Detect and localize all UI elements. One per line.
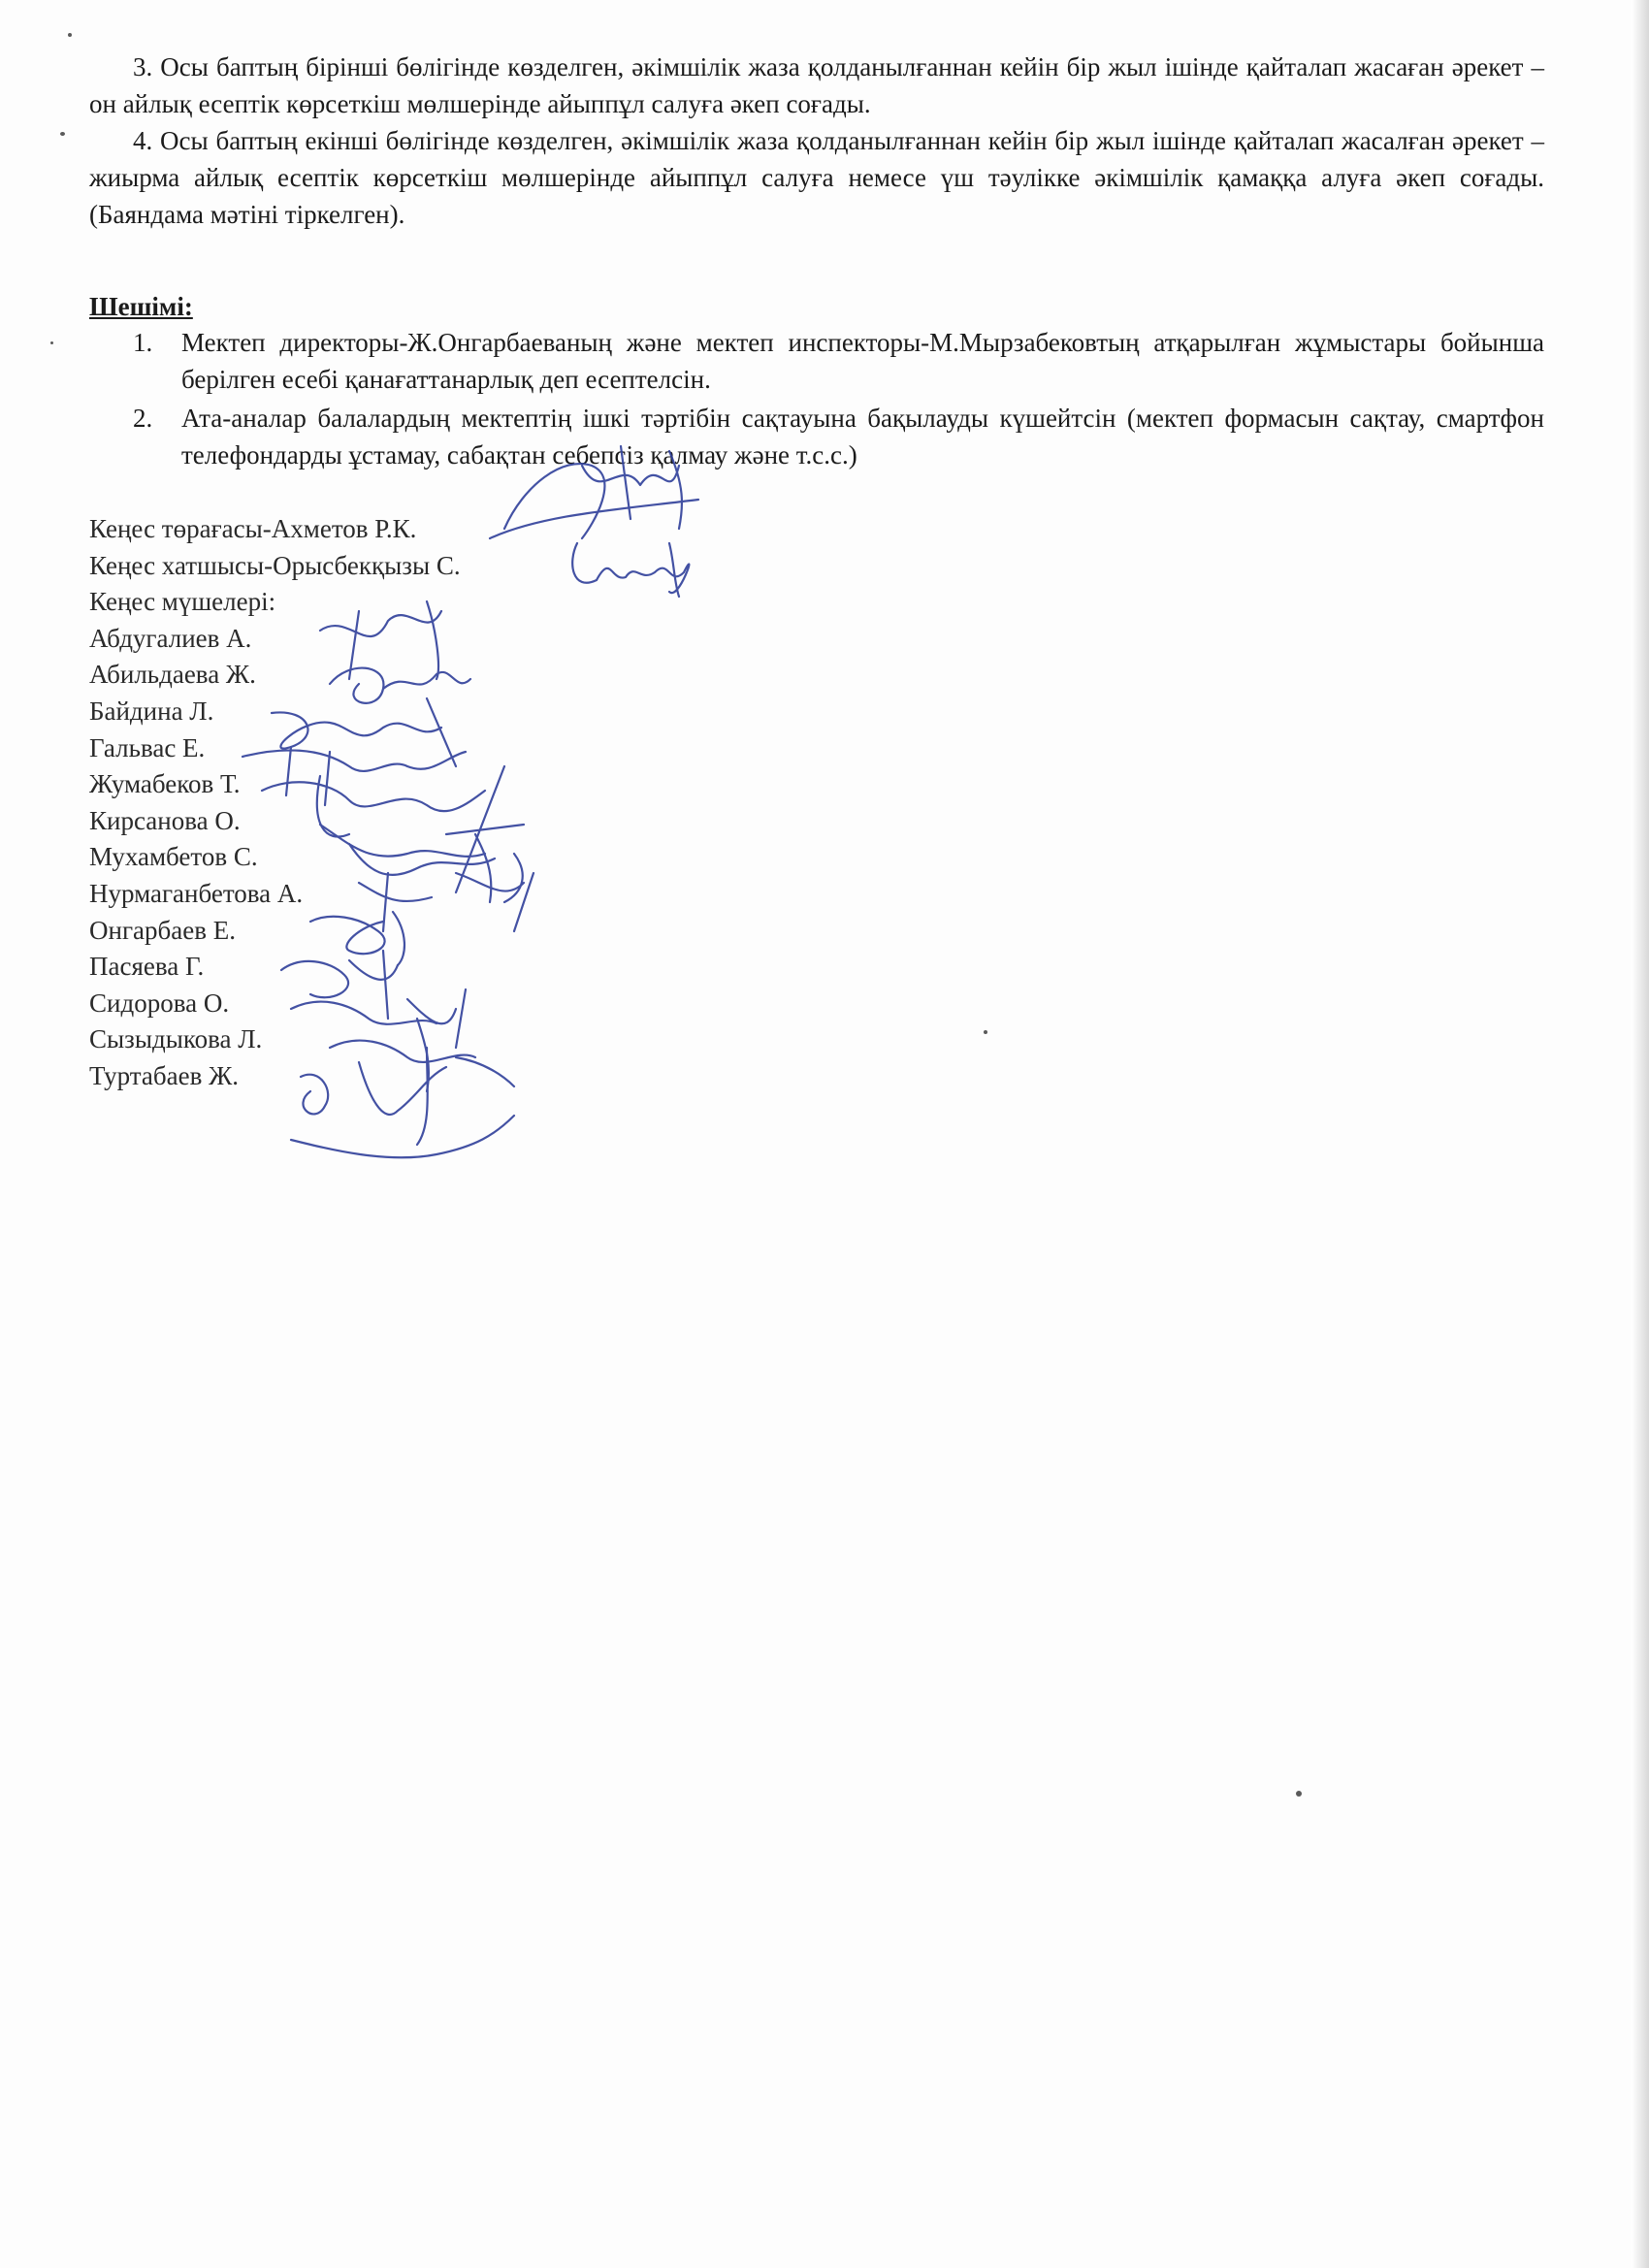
council-member: Абильдаева Ж.: [89, 660, 256, 690]
paragraph: 3. Осы баптың бірінші бөлігінде көзделген, әкімшілік жаза қолданылғаннан кейін бір жыл ішінде қайталап жасаған әрекет – он айлық есептік көрсеткіш мөлшерінде айыппұл салуға әкеп соғады.: [89, 52, 1544, 118]
paragraph: 4. Осы баптың екінші бөлігінде көзделген, әкімшілік жаза қолданылғаннан кейін бір жыл ішінде қайталап жасалған әрекет – жиырма айлық есептік көрсеткіш мөлшерінде айыппұл салуға немесе үш тәулікке әкімшілік қамаққа алуға әкеп соғады. (Баяндама мәтіні тіркелген).: [89, 126, 1544, 229]
law-excerpt: [89, 49, 1544, 233]
member-signature: [291, 1116, 514, 1157]
scan-edge-shadow: [1632, 0, 1649, 2268]
council-member: Сидорова О.: [89, 988, 230, 1018]
council-member: Туртабаев Ж.: [89, 1060, 240, 1090]
decision-list: [89, 324, 1544, 475]
decision-heading: Шешімі:: [89, 292, 193, 321]
council-member: Абдугалиев А.: [89, 623, 252, 653]
council-member: Мухамбетов С.: [89, 842, 258, 872]
scan-speck: [68, 33, 72, 37]
decision-number: 2.: [133, 404, 153, 433]
council-member: Пасяева Г.: [89, 952, 205, 982]
council-member: Кирсанова О.: [89, 805, 241, 835]
decision-item: [89, 400, 1544, 473]
council-secretary: Кеңес хатшысы-Орысбекқызы С.: [89, 550, 461, 580]
council-member: Онгарбаев Е.: [89, 915, 236, 945]
scan-speck: [60, 132, 65, 136]
scan-speck: [1296, 1791, 1302, 1797]
council-list: [89, 511, 461, 1095]
council-member: Сызыдыкова Л.: [89, 1024, 263, 1054]
decision-text: Мектеп директоры-Ж.Онгарбаеваның және мектеп инспекторы-М.Мырзабековтың атқарылған жұмыстары бойынша берілген есебі қанағаттанарлық деп есептелсін.: [181, 328, 1544, 394]
council-member: Нурмаганбетова А.: [89, 878, 304, 908]
secretary-signature: [572, 543, 689, 597]
council-member: Байдина Л.: [89, 696, 214, 726]
council-member: Жумабеков Т.: [89, 769, 241, 799]
decision-number: 1.: [133, 328, 153, 357]
council-member: Гальвас Е.: [89, 732, 206, 762]
decision-text: Ата-аналар балалардың мектептің ішкі тәртібін сақтауына бақылауды күшейтсін (мектеп формасын сақтау, смартфон телефондарды ұстамау, сабақтан себепсіз қалмау және т.с.с.): [181, 404, 1544, 470]
council-chair: Кеңес төрағасы-Ахметов Р.К.: [89, 514, 417, 543]
council-members-label: Кеңес мүшелері:: [89, 587, 276, 617]
scan-speck: [50, 341, 53, 344]
decision-item: [89, 324, 1544, 398]
scan-speck: [984, 1030, 987, 1034]
